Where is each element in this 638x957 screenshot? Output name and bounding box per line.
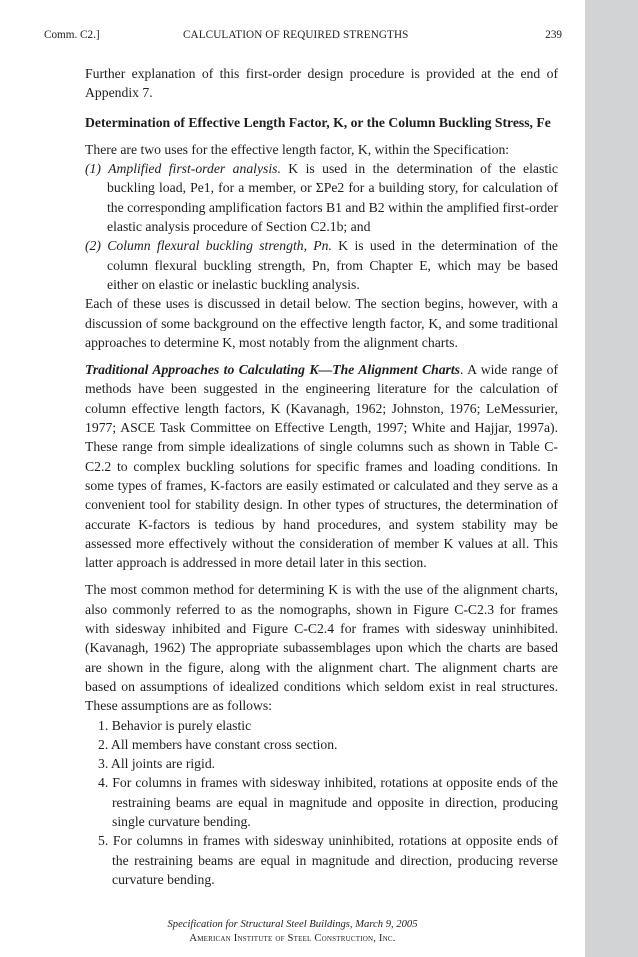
- uses-intro-paragraph: There are two uses for the effective length factor, K, within the Specification:: [85, 141, 510, 157]
- page-number: 239: [545, 29, 562, 41]
- page-gutter: [585, 0, 638, 957]
- page-body: [85, 64, 558, 889]
- intro-paragraph: Further explanation of this first-order design procedure is provided at the end of Appendix 7.: [85, 66, 558, 101]
- section-heading: Determination of Effective Length Factor, K, or the Column Buckling Stress, Fe: [85, 114, 551, 130]
- use-item-2-title: (2) Column flexural buckling strength, Pn.: [85, 238, 332, 254]
- traditional-approaches-title: Traditional Approaches to Calculating K—The Alignment Charts: [85, 362, 461, 378]
- running-title: CALCULATION OF REQUIRED STRENGTHS: [183, 29, 409, 41]
- assumption-item: 4. For columns in frames with sidesway inhibited, rotations at opposite ends of the restraining beams are equal in magnitude and opposite in direction, producing single curvature bending.: [98, 775, 558, 829]
- assumption-item: 5. For columns in frames with sidesway uninhibited, rotations at opposite ends of the restraining beams are equal in magnitude and direction, producing reverse curvature bending.: [98, 833, 558, 887]
- section-reference: Comm. C2.]: [44, 29, 100, 41]
- traditional-approaches-text: . A wide range of methods have been suggested in the engineering literature for the calculation of column effective length factors, K (Kavanagh, 1962; Johnston, 1976; LeMessurier, 1977; ASCE Task Committee on Effective Length, 1997; White and Hajjar, 1997a). These range from simple idealizations of single columns such as shown in Table C-C2.2 to complex buckling solutions for specific frames and loading conditions. In some types of frames, K-factors are easily estimated or calculated and they serve as a convenient tool for stability design. In other types of structures, the determination of accurate K-factors is tedious by hand procedures, and system stability may be assessed more effectively without the consideration of member K values at all. This latter approach is addressed in more detail later in this section.: [85, 362, 558, 571]
- use-item-2-text: K is used in the determination of the column flexural buckling strength, Pn, from Chapter E, which may be based either on elastic or inelastic buckling analysis.: [107, 238, 558, 292]
- assumption-item: 2. All members have constant cross section.: [98, 736, 338, 752]
- running-header: [44, 27, 562, 43]
- assumption-item: 3. All joints are rigid.: [98, 756, 216, 772]
- uses-summary-paragraph: Each of these uses is discussed in detail below. The section begins, however, with a discussion of some background on the effective length factor, K, and some traditional approaches to determine K, most notably from the alignment charts.: [85, 296, 558, 350]
- assumption-item: 1. Behavior is purely elastic: [98, 717, 252, 733]
- use-item-1-title: (1) Amplified first-order analysis.: [85, 161, 281, 177]
- use-item-1: [85, 159, 558, 236]
- footer-publication: Specification for Structural Steel Buildings, March 9, 2005: [167, 919, 418, 930]
- traditional-approaches-paragraph: [85, 360, 558, 572]
- use-item-1-text: K is used in the determination of the elastic buckling load, Pe1, for a member, or ΣPe2 for a building story, for calculation of the corresponding amplification factors B1 and B2 within the amplified first-order elastic analysis procedure of Section C2.1b; and: [107, 161, 558, 235]
- page-footer: [0, 918, 585, 946]
- common-method-paragraph: The most common method for determining K is with the use of the alignment charts, also commonly referred to as the nomographs, shown in Figure C-C2.3 for frames with sidesway inhibited and Figure C-C2.4 for frames with sidesway uninhibited. (Kavanagh, 1962) The appropriate subassemblages upon which the charts are based are shown in the figure, along with the alignment chart. The alignment charts are based on assumptions of idealized conditions which seldom exist in real structures. These assumptions are as follows:: [85, 582, 558, 714]
- use-item-2: [85, 236, 558, 294]
- footer-publisher: American Institute of Steel Construction, Inc.: [189, 933, 396, 944]
